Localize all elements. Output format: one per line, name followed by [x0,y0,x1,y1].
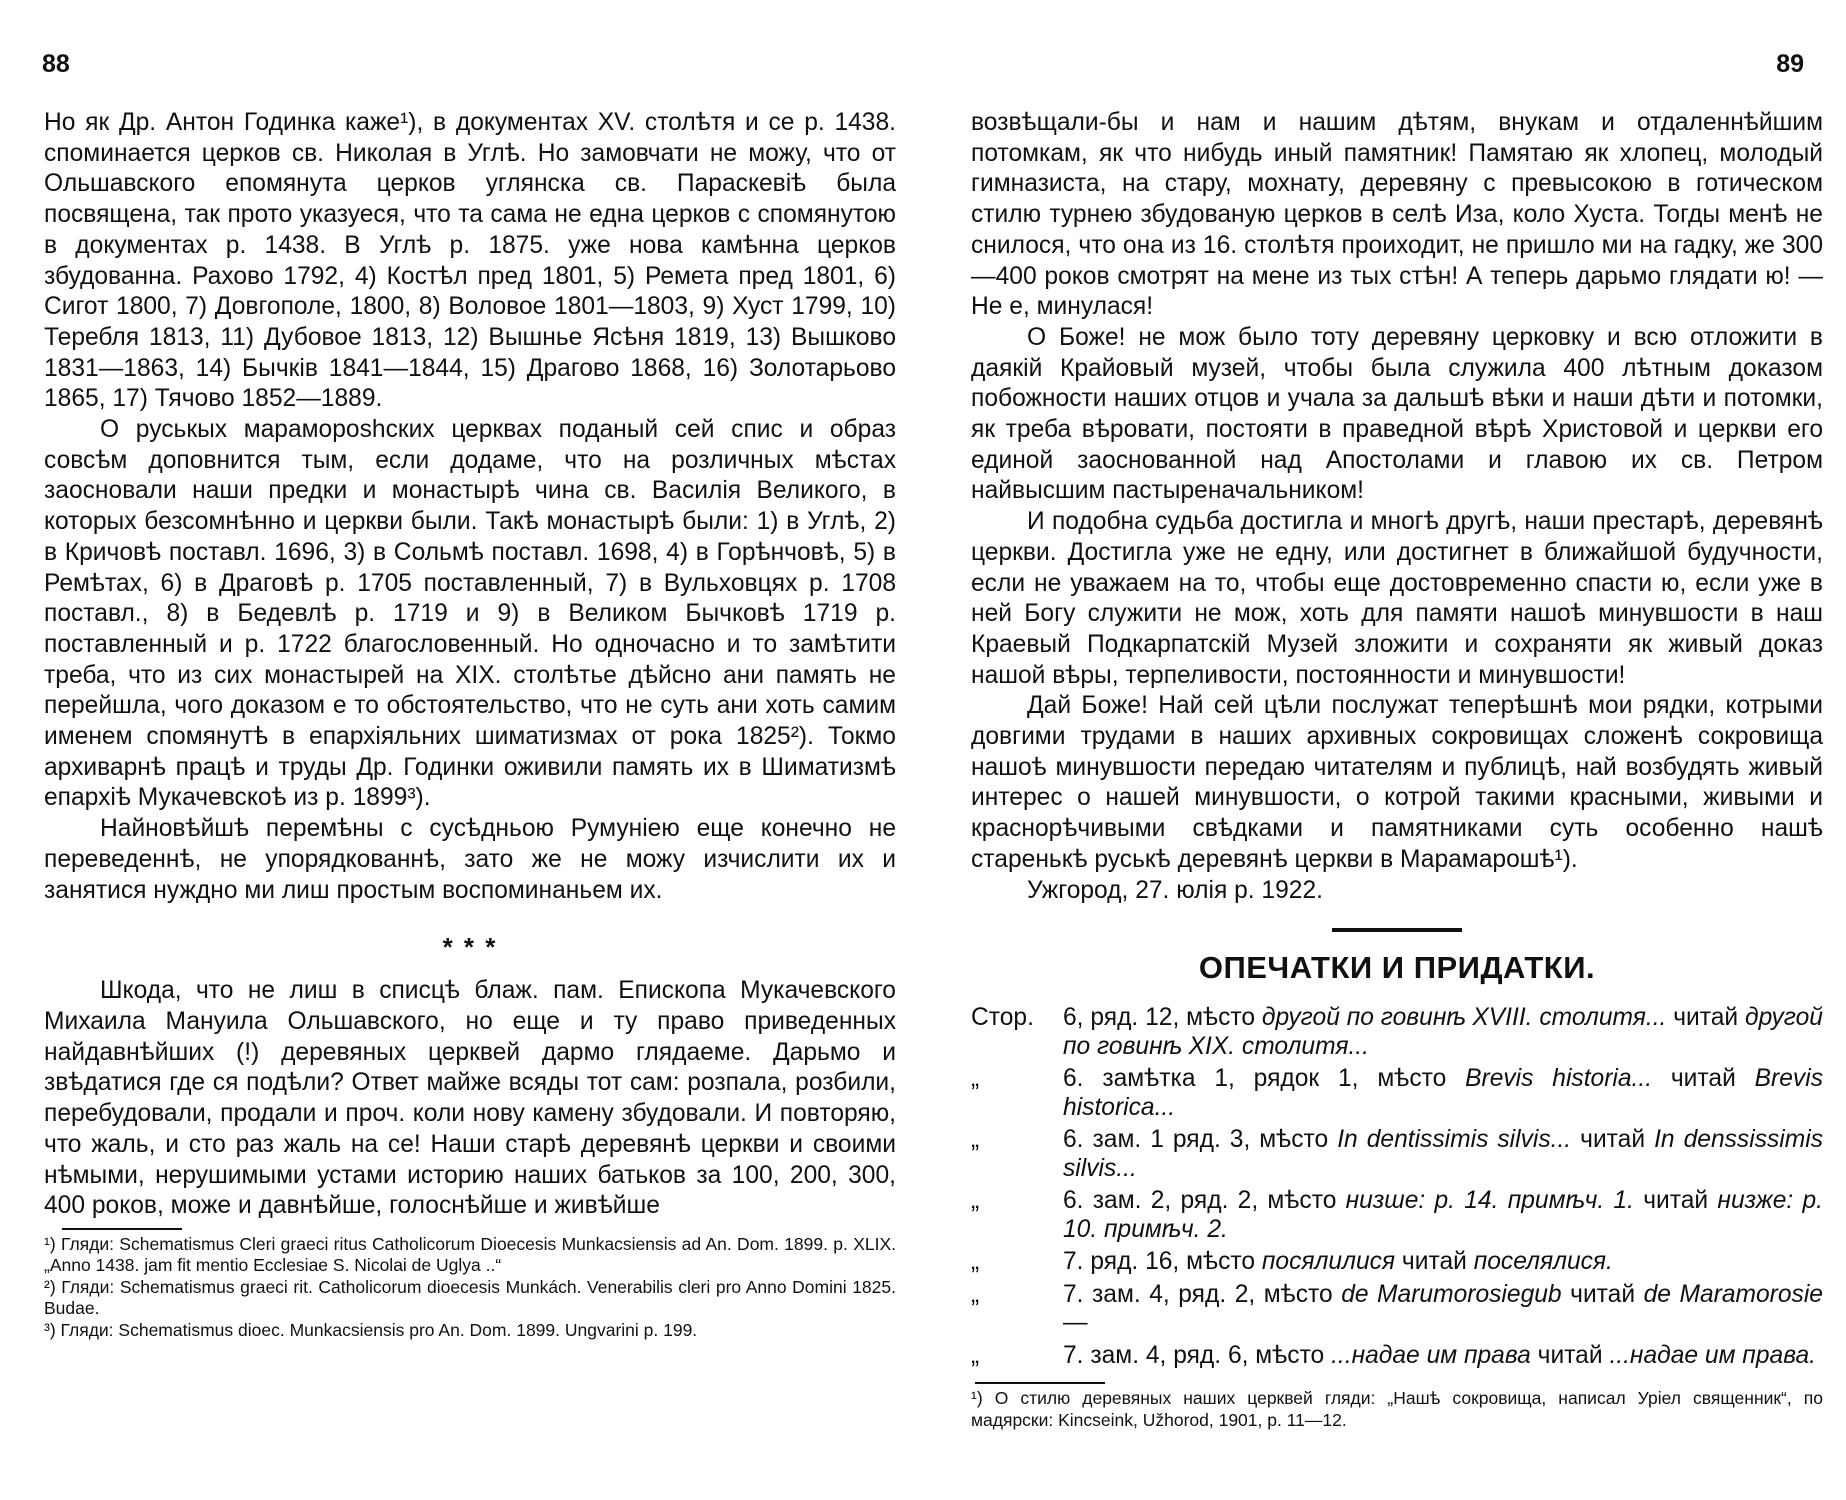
paragraph: О Боже! не мож было тоту деревяну церковку и всю отложити в даякiй Крайовый музей, чтобы была служила 400 лѣтным доказом побожности наших отцов и учала за дальшѣ вѣки и наши дѣти и потомки, як треба вѣровати, постояти в праведной вѣрѣ Христовой и церкви его единой заоснованной над Апостолами и главою их св. Петром найвысшим пастыреначальником! [971,323,1823,505]
errata-row [971,1065,1823,1126]
errata-text: читай [1652,1065,1755,1093]
errata-entry [1063,1281,1823,1342]
errata-quote: другой по говинѣ XIX. столитя... [1063,1004,1823,1060]
left-text-column [44,108,896,1341]
errata-text: читай [1633,1187,1718,1215]
errata-row [971,1248,1823,1281]
paragraph: возвѣщали-бы и нам и нашим дѣтям, внукам и отдаленнѣйшим потомкам, як что нибудь иный памятник! Памятаю як хлопец, молодый гимназиста, на стару, мохнату, деревяну с превысокою в готическом стилю турнею збудованую церков в селѣ Иза, коло Хуста. Тогды менѣ не снилося, что она из 16. столѣтя проиходит, не пришло ми на гадку, же 300—400 роков смотрят на мене из тых стѣн! А теперь дарьмо глядати ю! — Не е, минулася! [971,109,1823,321]
right-page [923,0,1846,1500]
errata-text: 6, ряд. 12, мѣсто [1063,1004,1262,1032]
errata-quote: Brevis historia... [1465,1065,1653,1093]
section-separator: * * * [442,932,498,963]
errata-quote: de Marumorosiegub [1341,1280,1562,1308]
errata-row [971,1342,1823,1375]
errata-quote: In denssissimis silvis... [1063,1126,1823,1182]
errata-prefix: „ [971,1341,980,1369]
footnote-rule [62,1228,182,1230]
errata-quote: посялилися [1261,1248,1396,1276]
paragraph: Найновѣйшѣ перемѣны с сусѣдньою Румуніею еще конечно не переведеннѣ, не упорядкованнѣ, зато же не можу изчислити их и занятися нуждно ми лиш простым воспоминаньем их. [44,815,896,904]
errata-text: читай [1571,1126,1655,1154]
errata-row [971,1004,1823,1065]
errata-entry [1063,1342,1823,1375]
paragraph: О руськых марамороshских церквах поданый сей спис и образ совсѣм доповнится тым, если додаме, что на розличных мѣстах заосновали наши предки и монастырѣ чина св. Василія Великого, в которых безсомнѣнно и церкви были. Такѣ монастырѣ были: 1) в Углѣ, 2) в Кричовѣ поставл. 1696, 3) в Сольмѣ поставл. 1698, 4) в Горѣнчовѣ, 5) в Ремѣтах, 6) в Драговѣ р. 1705 поставленный, 7) в Вульховцях р. 1708 поставл., 8) в Бедевлѣ р. 1719 и 9) в Великом Бычковѣ 1719 р. поставленный и р. 1722 благословенный. Но одночасно и то замѣтити треба, что из сих монастырей на XIX. столѣтье дѣйсно ани память не перейшла, чого доказом е то обстоятельство, что не суть ани хоть самим именем спомянутѣ в епархіяльних шиматизмах от рока 1825²). Токмо архиварнѣ працѣ и труды Др. Годинки оживили память их в Шиматизмѣ епархіѣ Мукачевскоѣ из р. 1899³). [44,416,896,812]
paragraph: Шкода, что не лиш в списцѣ блаж. пам. Епископа Мукачевского Михаила Мануила Ольшавского, но еще и ту право приведенных найдавнѣйших (!) деревяных церквей дармо глядаеме. Дарьмо и звѣдатися где ся подѣли? Ответ майже всяды тот сам: розпала, розбили, перебудовали, продали и проч. коли нову камену збудовали. И повторяю, что жаль, и сто раз жаль на се! Наши старѣ деревянѣ церкви и своими нѣмыми, нерушимыми устами историю наших батьков за 100, 200, 300, 400 роков, може и давнѣйше, голоснѣйше и живѣйше [44,977,896,1220]
paragraph: И подобна судьба достигла и многѣ другѣ, наши престарѣ, деревянѣ церкви. Достигла уже не едну, или достигнет в ближайшой будучности, если не уважаем на то, чтобы еще достовременно спасти ю, если уже в ней Богу служити не мож, хоть для памяти нашоѣ минувшости в наш Краевый Подкарпатскiй Музей зложити и сохраняти як живый доказ нашой вѣры, терпеливости, постоянности и минувшости! [971,508,1823,689]
errata-entry [1063,1126,1823,1187]
date-line: Ужгород, 27. юлія р. 1922. [1027,876,1323,904]
page-number: 88 [42,50,70,78]
errata-quote: низже: р. 10. примѣч. 2. [1063,1187,1823,1243]
errata-title: ОПЕЧАТКИ И ПРИДАТКИ. [1198,950,1596,986]
errata-entry [1063,1187,1823,1248]
errata-quote: ...надае им права [1331,1341,1531,1369]
footnote: ³) Гляди: Schematismus dioec. Munkacsiensis pro An. Dom. 1899. Ungvarini p. 199. [44,1319,698,1340]
footnote: ²) Гляди: Schematismus graeci rit. Catholicorum dioecesis Munkách. Venerabilis cleri pro Anno Domini 1825. Budae. [44,1276,896,1319]
errata-prefix: „ [971,1187,980,1215]
errata-text: — [1063,1309,1088,1337]
errata-quote: другой по говинѣ XVIII. столитя... [1261,1004,1667,1032]
errata-prefix: Стор. [971,1004,1034,1032]
errata-prefix: „ [971,1126,980,1154]
footnote: ¹) Гляди: Schematismus Cleri graeci ritus Catholicorum Dioecesis Munkacsiensis ad An. Dom. 1899. p. XLIX. „Anno 1438. jam fit mentio Ecclesiae S. Nicolai de Uglya ..“ [44,1233,896,1276]
errata-prefix: „ [971,1065,980,1093]
errata-text: читай [1395,1248,1474,1276]
errata-quote: In dentissimis silvis... [1337,1126,1572,1154]
errata-text: 6. зам. 2, ряд. 2, мѣсто [1063,1187,1346,1215]
errata-quote: низше: р. 14. примѣч. 1. [1345,1187,1634,1215]
right-text-column [971,108,1823,1431]
errata-quote: Brevis historica... [1063,1065,1823,1121]
errata-quote: ...надае им права. [1609,1341,1816,1369]
errata-text: читай [1530,1341,1610,1369]
errata-text: 6. замѣтка 1, рядок 1, мѣсто [1063,1065,1466,1093]
section-rule [1332,928,1462,932]
errata-entry [1063,1248,1823,1281]
footnote-rule [975,1382,1105,1384]
errata-quote: поселялися. [1473,1248,1613,1276]
errata-text: 7. ряд. 16, мѣсто [1063,1248,1262,1276]
errata-quote: de Maramorosie [1643,1280,1823,1308]
errata-text: 6. зам. 1 ряд. 3, мѣсто [1063,1126,1338,1154]
errata-prefix: „ [971,1248,980,1276]
errata-text: читай [1666,1004,1746,1032]
paragraph: Дай Боже! Най сей цѣли послужат теперѣшнѣ мои рядки, котрыми довгими трудами в наших архивных сокровищах сложенѣ сокровища нашоѣ минувшости передаю читателям и публицѣ, най возбудять живый интерес о нашей минувшости, о котрой такими красными, живыми и краснорѣчивыми свѣдками и памятниками суть особенно нашѣ старенькѣ руськѣ деревянѣ церкви в Марамарошѣ¹). [971,692,1823,873]
paragraph: Но як Др. Антон Годинка каже¹), в документах XV. столѣтя и се р. 1438. споминается церков св. Николая в Углѣ. Но замовчати не можу, что от Ольшавского епомянута церков углянска св. Параскевiѣ была посвящена, так прото указуеся, что та сама не една церков с спомянутою в документах р. 1438. В Углѣ р. 1875. уже нова камѣнна церков збудованна. Рахово 1792, 4) Костѣл пред 1801, 5) Ремета пред 1801, 6) Сигот 1800, 7) Довгополе, 1800, 8) Воловое 1801—1803, 9) Хуст 1799, 10) Теребля 1813, 11) Дубовое 1813, 12) Вышнье Ясѣня 1819, 13) Вышково 1831—1863, 14) Бычкiв 1841—1844, 15) Драгово 1868, 16) Золотарьово 1865, 17) Тячово 1852—1889. [44,109,896,413]
errata-entry [1063,1004,1823,1065]
errata-entry [1063,1065,1823,1126]
footnote: ¹) О стилю деревяных наших церквей гляди: „Нашѣ сокровища, написал Урiел священник“, по мадярски: Kincseink, Užhorod, 1901, p. 11—12. [971,1388,1823,1430]
errata-text: 7. зам. 4, ряд. 2, мѣсто [1063,1280,1342,1308]
errata-table [971,1004,1823,1374]
errata-text: читай [1561,1280,1644,1308]
errata-row [971,1187,1823,1248]
errata-text: 7. зам. 4, ряд. 6, мѣсто [1063,1341,1332,1369]
errata-row [971,1126,1823,1187]
errata-row [971,1281,1823,1342]
errata-prefix: „ [971,1280,980,1308]
page-number: 89 [1776,50,1804,78]
